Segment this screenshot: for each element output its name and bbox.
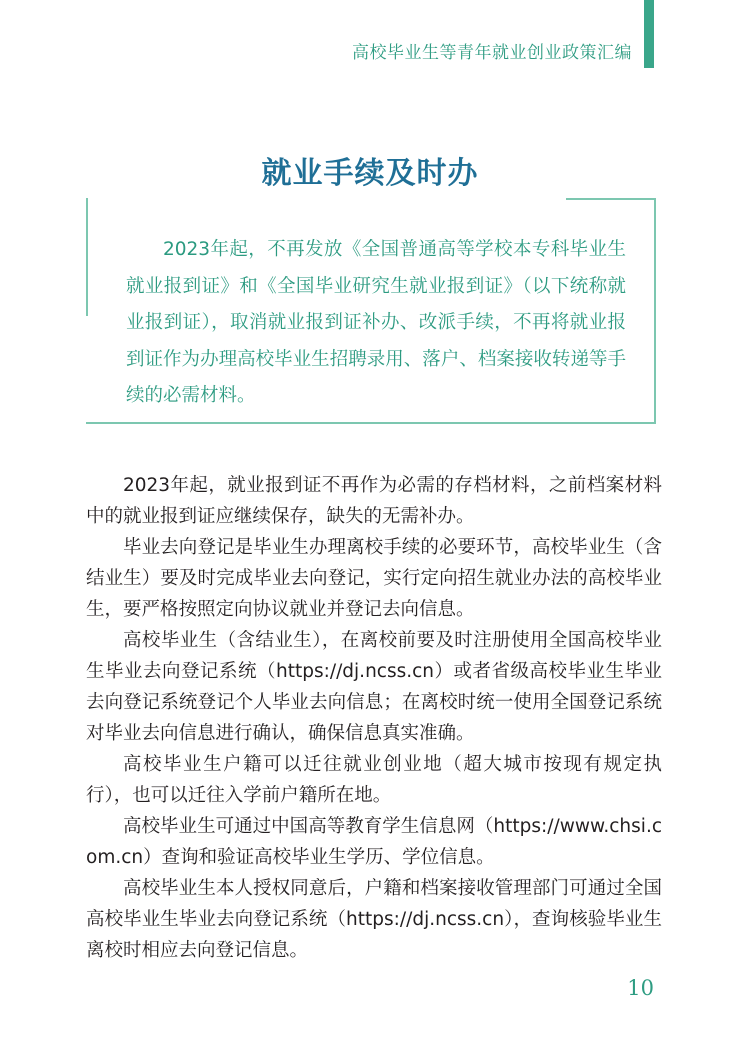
body-paragraph: 高校毕业生可通过中国高等教育学生信息网（https://www.chsi.com.cn）查询和验证高校毕业生学历、学位信息。 — [86, 816, 662, 868]
body-paragraph: 高校毕业生本人授权同意后，户籍和档案接收管理部门可通过全国高校毕业生毕业去向登记系统（https://dj.ncss.cn），查询核验毕业生离校时相应去向登记信息。 — [86, 878, 662, 961]
body-paragraph: 毕业去向登记是毕业生办理离校手续的必要环节，高校毕业生（含结业生）要及时完成毕业去向登记，实行定向招生就业办法的高校毕业生，要严格按照定向协议就业并登记去向信息。 — [86, 537, 662, 620]
summary-text: 2023年起，不再发放《全国普通高等学校本专科毕业生就业报到证》和《全国毕业研究生就业报到证》（以下统称就业报到证），取消就业报到证补办、改派手续，不再将就业报到证作为办理高校毕业生招聘录用、落户、档案接收转递等手续的必需材料。 — [126, 239, 626, 406]
body-paragraph: 2023年起，就业报到证不再作为必需的存档材料，之前档案材料中的就业报到证应继续保存，缺失的无需补办。 — [86, 475, 662, 527]
body-text — [86, 470, 662, 966]
summary-box — [86, 198, 656, 424]
running-header: 高校毕业生等青年就业创业政策汇编 — [352, 43, 632, 63]
header-accent-bar — [644, 0, 654, 68]
body-paragraph: 高校毕业生（含结业生），在离校前要及时注册使用全国高校毕业生毕业去向登记系统（https://dj.ncss.cn）或者省级高校毕业生毕业去向登记系统登记个人毕业去向信息；在离校时统一使用全国登记系统对毕业去向信息进行确认，确保信息真实准确。 — [86, 630, 662, 744]
page-number: 10 — [627, 976, 654, 1000]
page-title: 就业手续及时办 — [261, 156, 479, 192]
body-paragraph: 高校毕业生户籍可以迁往就业创业地（超大城市按现有规定执行），也可以迁往入学前户籍所在地。 — [86, 754, 662, 806]
